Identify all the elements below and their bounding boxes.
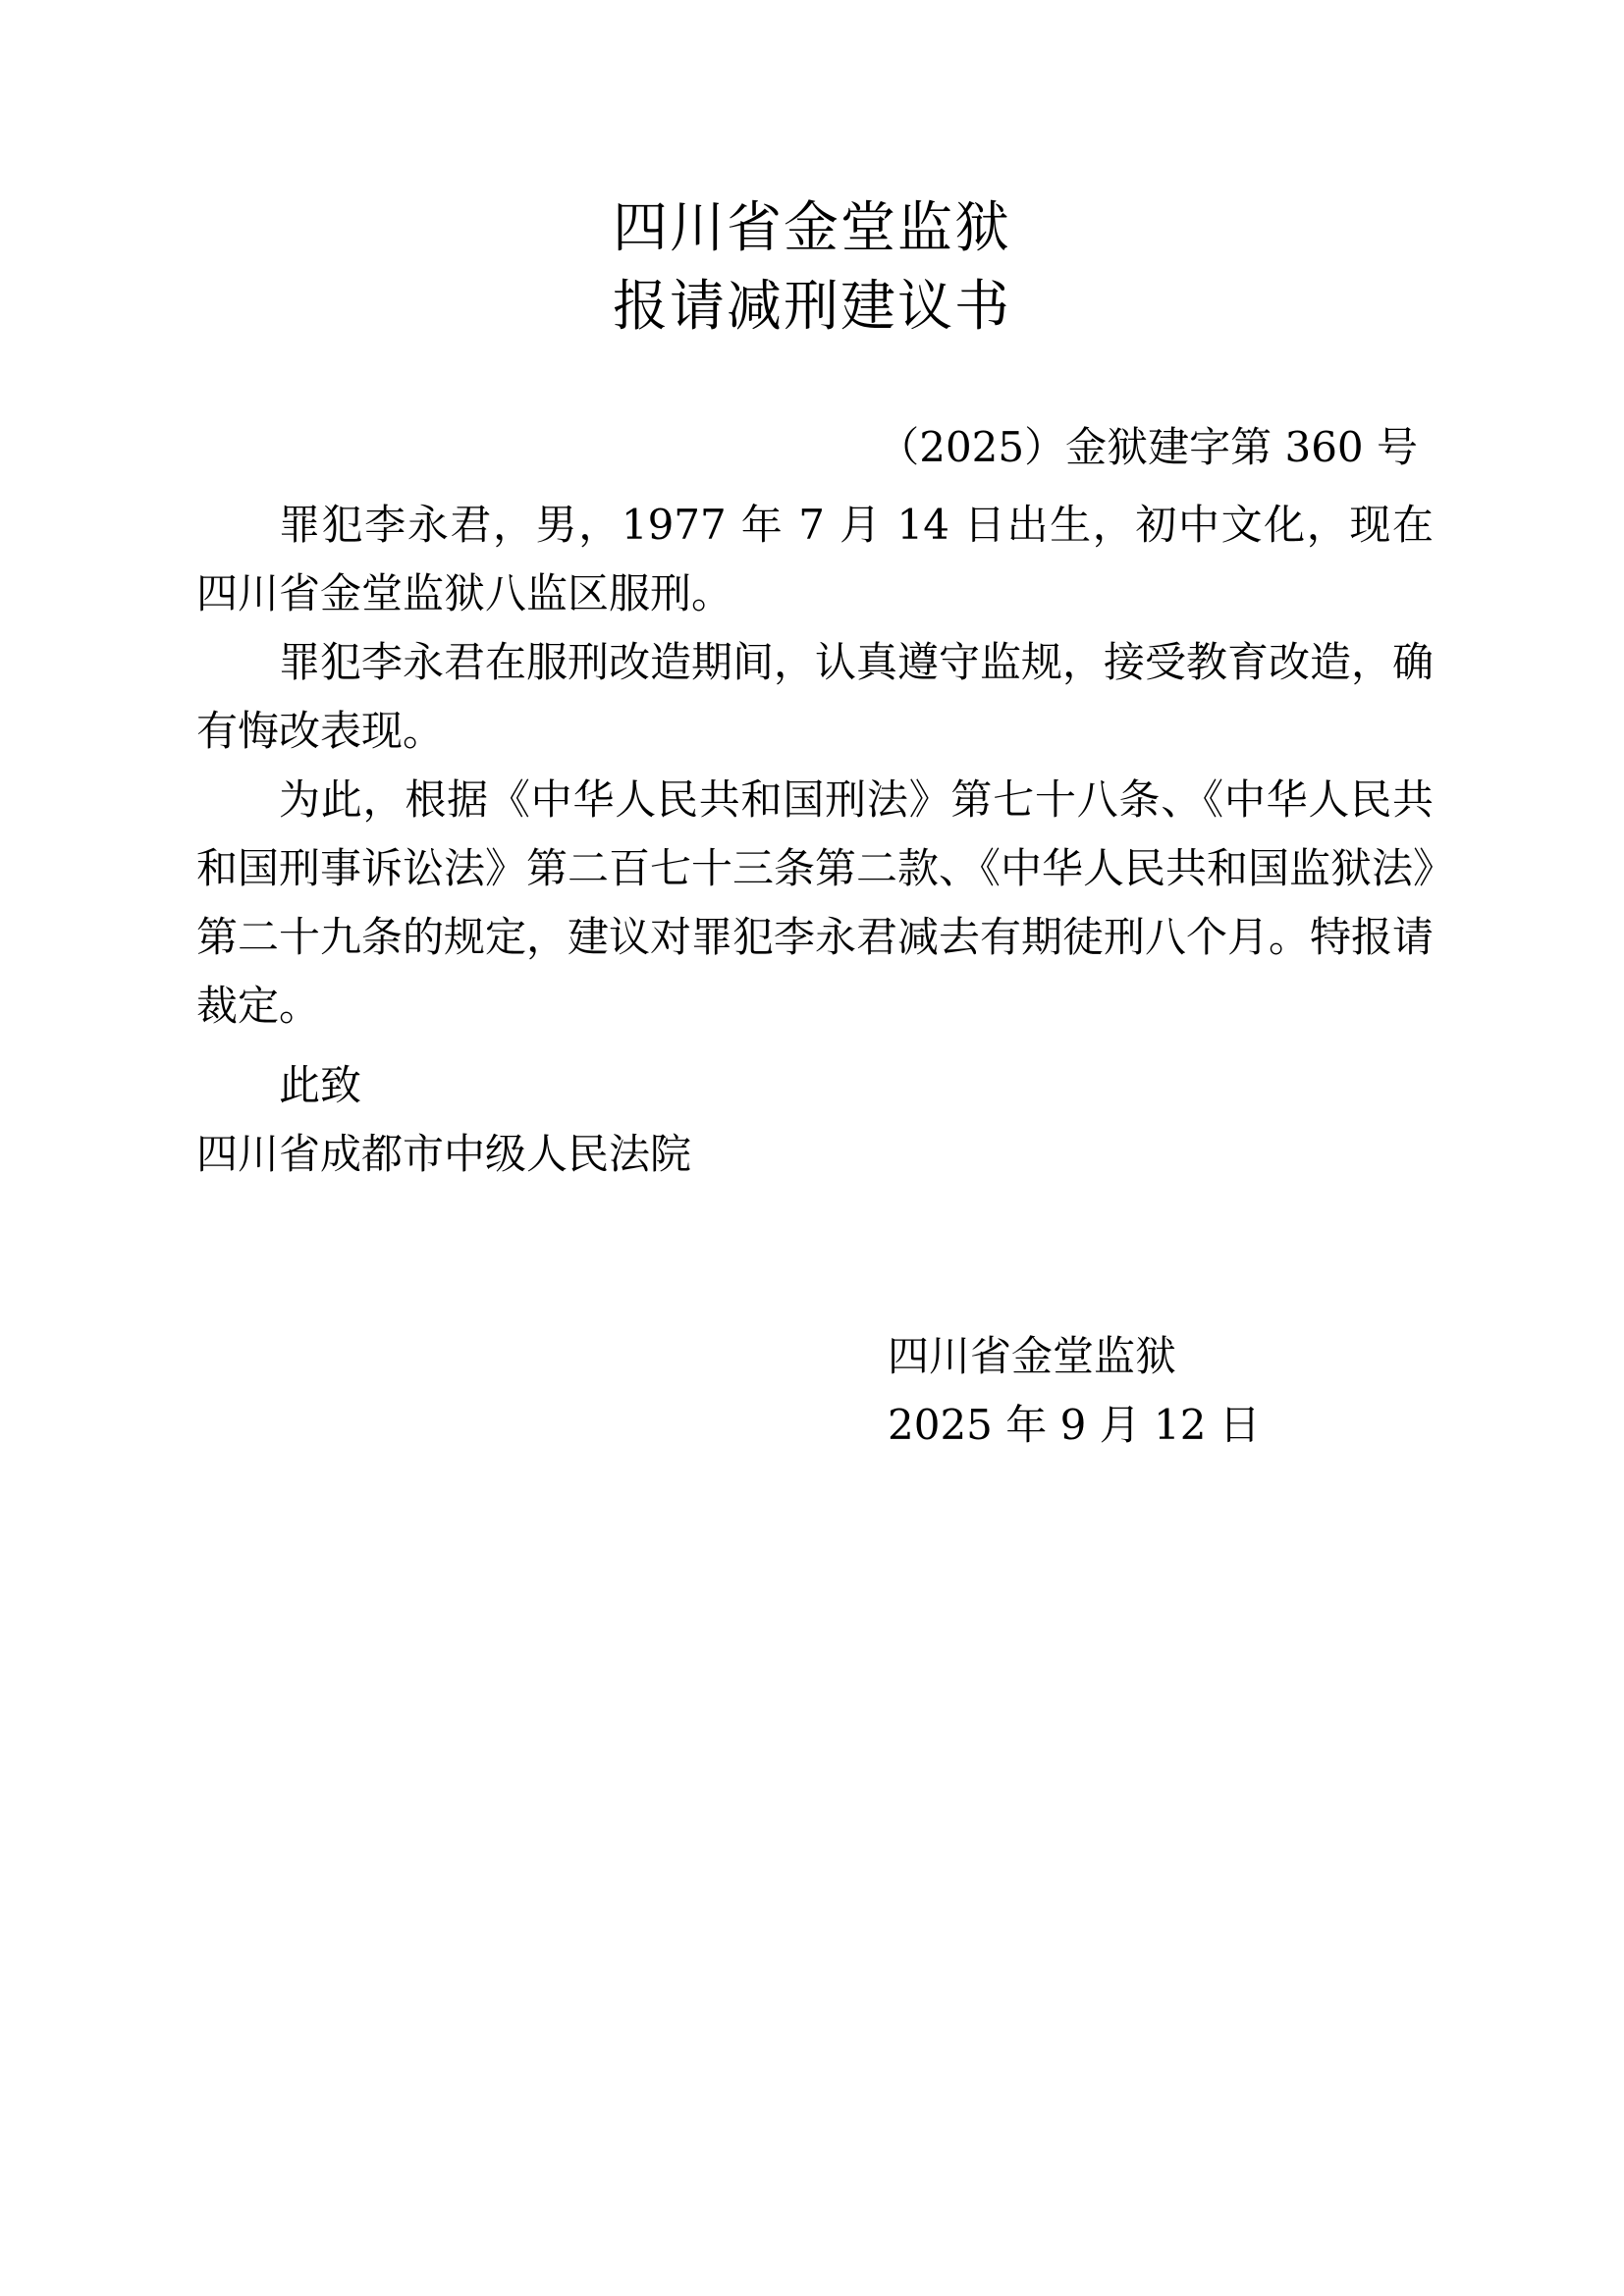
recipient-court: 四川省成都市中级人民法院 [196, 1130, 692, 1178]
document-number: （2025）金狱建字第 360 号 [878, 423, 1418, 471]
paragraph-offender-info: 罪犯李永君，男，1977 年 7 月 14 日出生，初中文化，现在四川省金堂监狱八监区服刑。 [196, 501, 1434, 617]
signature-date: 2025 年 9 月 12 日 [888, 1401, 1261, 1449]
signature-organization: 四川省金堂监狱 [888, 1332, 1177, 1380]
paragraph-legal-basis: 为此，根据《中华人民共和国刑法》第七十八条、《中华人民共和国刑事诉讼法》第二百七十三条第二款、《中华人民共和国监狱法》第二十九条的规定，建议对罪犯李永君减去有期徒刑八个月。特报请裁定。 [196, 775, 1435, 1030]
closing-salutation: 此致 [279, 1061, 362, 1109]
document-title-line-2: 报请减刑建议书 [613, 275, 1011, 339]
document-title-line-1: 四川省金堂监狱 [613, 196, 1011, 260]
paragraph-behavior: 罪犯李永君在服刑改造期间，认真遵守监规，接受教育改造，确有悔改表现。 [196, 638, 1435, 755]
